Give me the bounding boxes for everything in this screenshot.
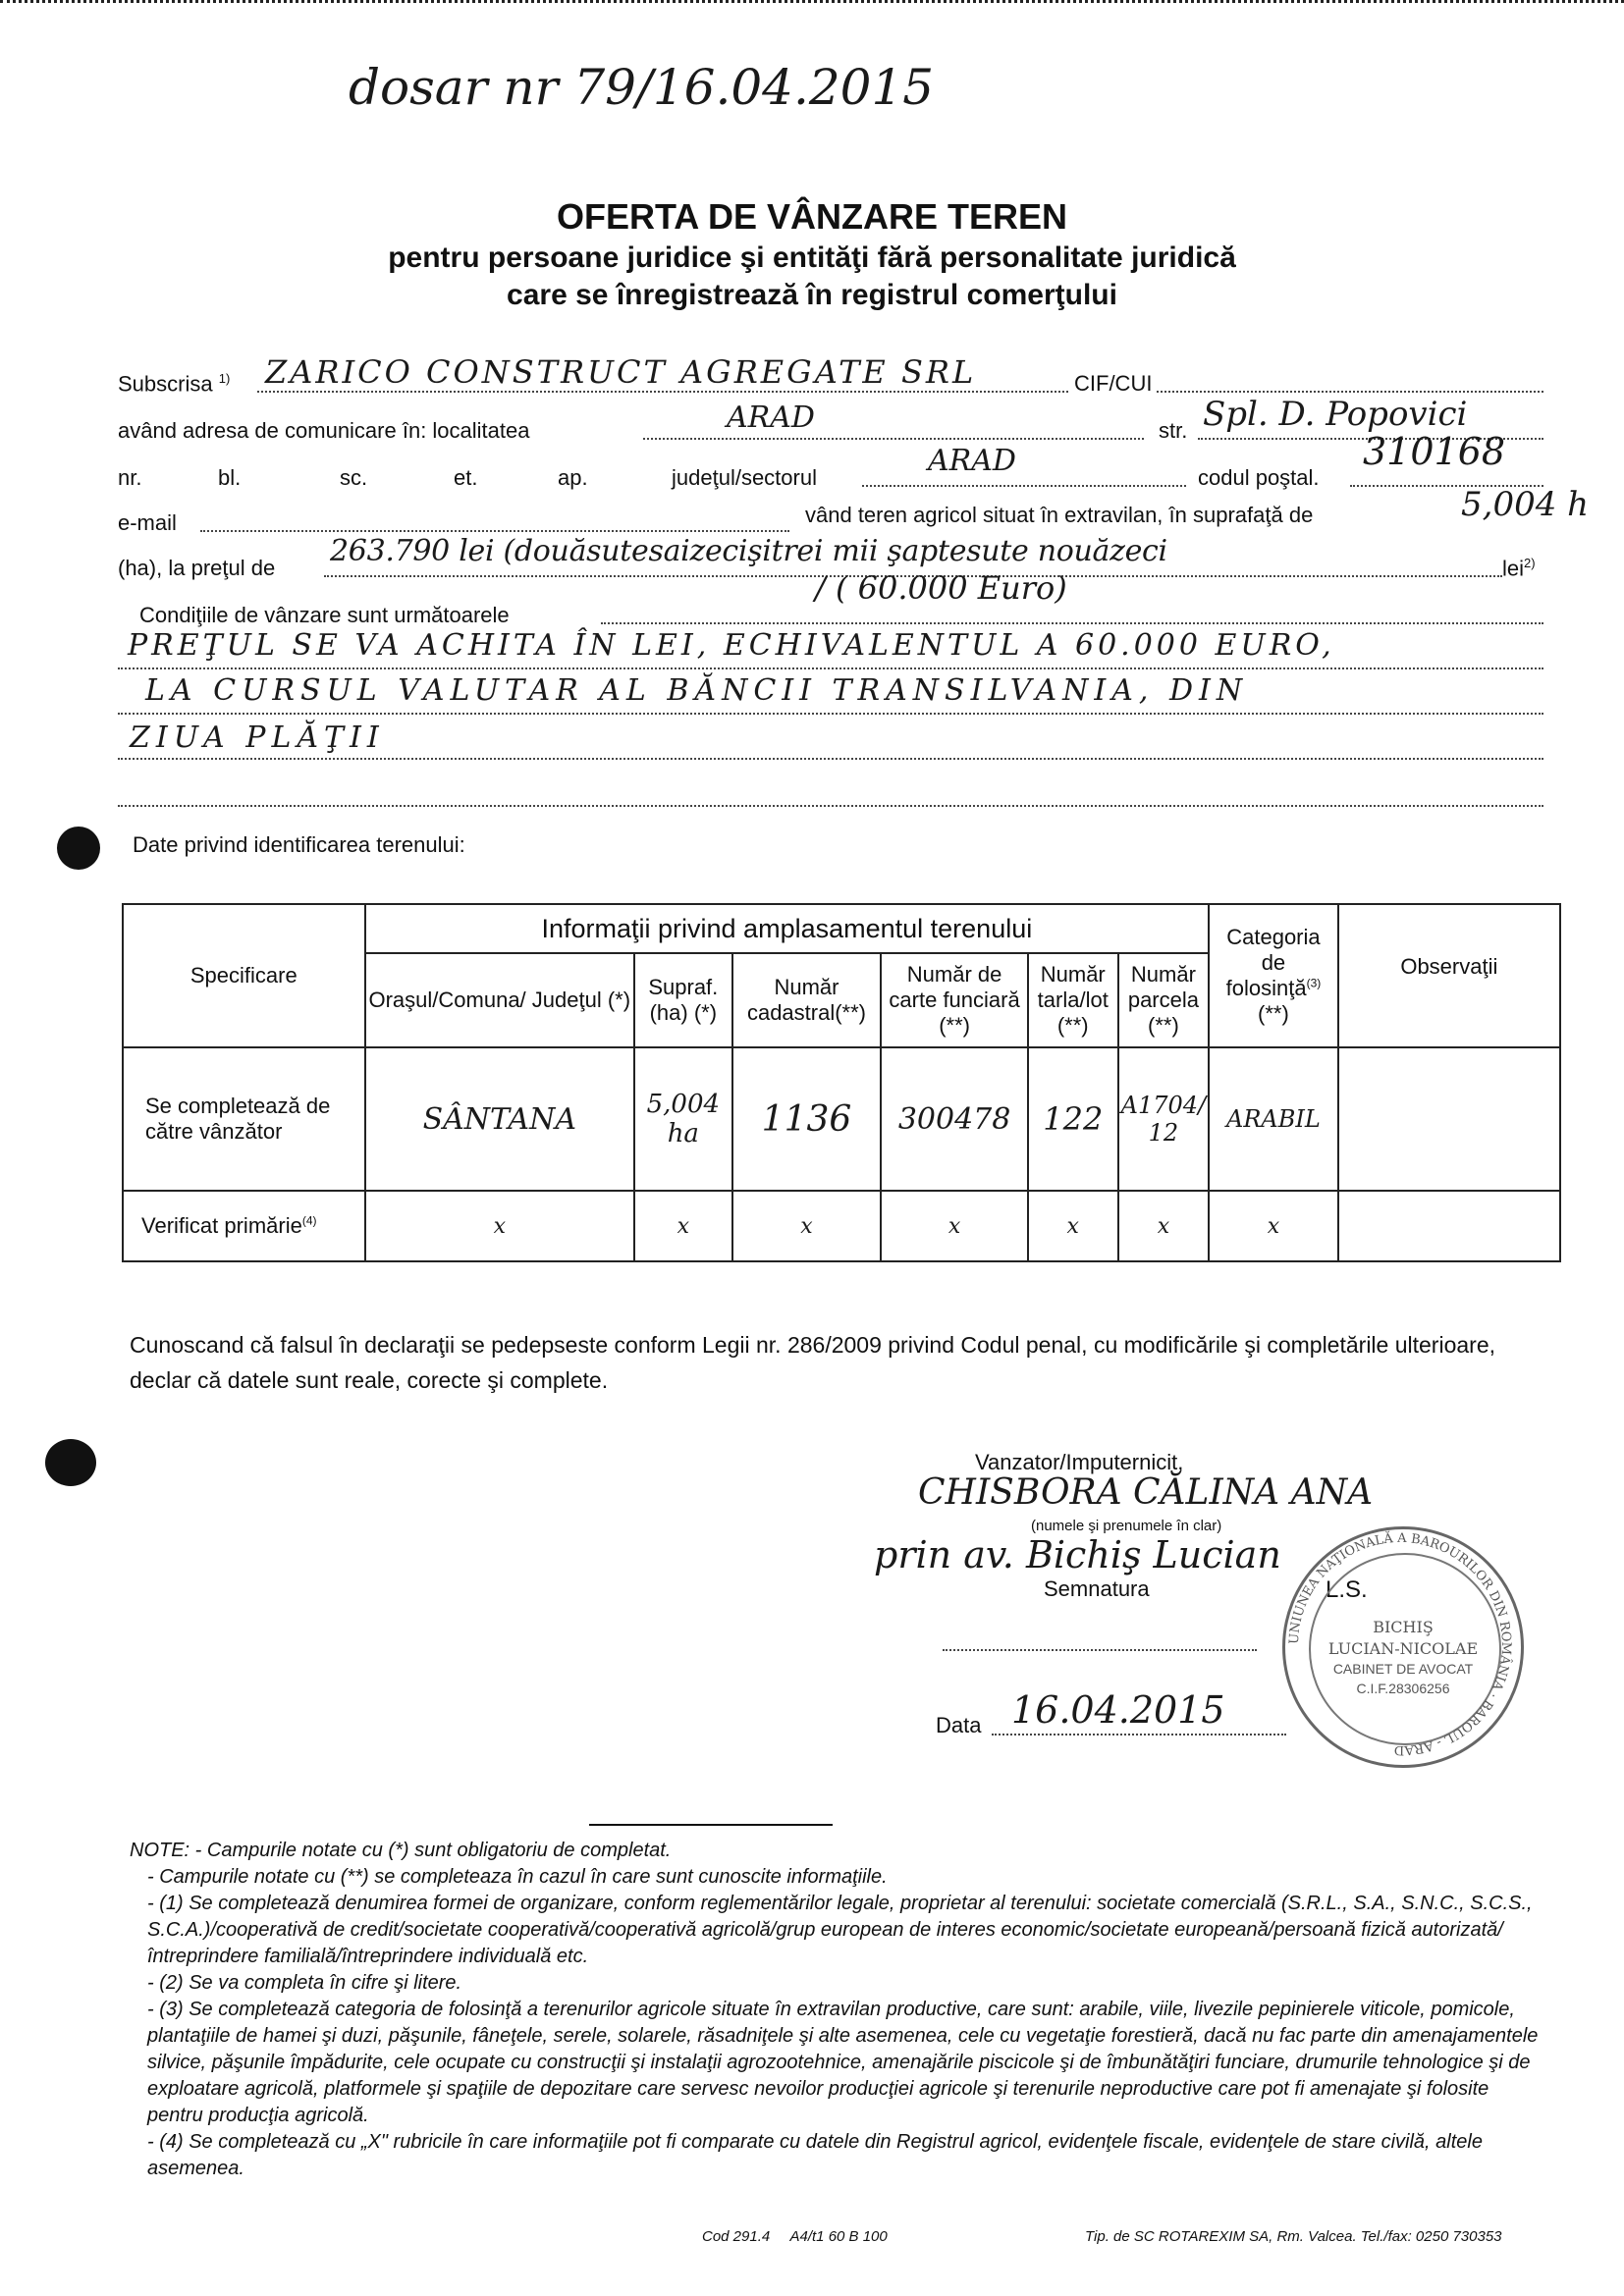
conditii-dots-2 <box>118 713 1543 715</box>
header-observatii: Observaţii <box>1338 904 1560 1047</box>
row1-label: Se completează de către vânzător <box>123 1047 365 1191</box>
note-1: - Campurile notate cu (**) se completeaza în cazul în care sunt cunoscite informaţiile. <box>147 1866 888 1888</box>
footer-code: Cod 291.4 A4/t1 60 B 100 <box>702 2228 888 2245</box>
handwritten-dossier-number: dosar nr 79/16.04.2015 <box>349 59 935 116</box>
notes-separator <box>589 1824 833 1826</box>
lei-label: lei$^{2)}$ <box>1502 556 1536 581</box>
sc-label: sc. <box>340 465 368 490</box>
conditii-line-1: PREŢUL SE VA ACHITA ÎN LEI, ECHIVALENTUL A 60.000 EURO, <box>128 628 1335 663</box>
sub-supraf: Supraf. (ha) (*) <box>634 953 732 1047</box>
stamp-line3: CABINET DE AVOCAT <box>1332 1661 1474 1677</box>
ha-label: (ha), la preţul de <box>118 556 276 580</box>
lawyer-stamp <box>1282 1526 1524 1768</box>
row2-carte-mark: x <box>881 1191 1028 1261</box>
suprafata-value: 5,004 h <box>1461 485 1590 524</box>
row2-oras-mark: x <box>365 1191 634 1261</box>
conditii-dots-0 <box>601 622 1543 624</box>
note-5: - (4) Se completează cu „X" rubricile în care informaţiile pot fi comparate cu datele din Registrul agricol, evidenţele fiscale, evidenţele de stare civilă, altele asemenea. <box>147 2131 1483 2179</box>
section-label: Date privind identificarea terenului: <box>133 832 465 857</box>
date-dots <box>992 1734 1286 1735</box>
row1-oras: SÂNTANA <box>365 1047 634 1191</box>
date-label: Data <box>936 1713 982 1737</box>
conditii-line-2: LA CURSUL VALUTAR AL BĂNCII TRANSILVANIA, DIN <box>145 673 1249 708</box>
subscrisa-value: ZARICO CONSTRUCT AGREGATE SRL <box>265 353 977 391</box>
signature-name: CHISBORA CĂLINA ANA <box>918 1472 1374 1513</box>
row1-cadastral: 1136 <box>732 1047 882 1191</box>
signature-role: Vanzator/Imputernicit, <box>975 1450 1184 1474</box>
footer-printer: Tip. de SC ROTAREXIM SA, Rm. Valcea. Tel./fax: 0250 730353 <box>1085 2228 1502 2245</box>
header-categoria: Categoria de folosinţă$^{(3)}$ (**) <box>1209 904 1338 1047</box>
et-label: et. <box>454 465 478 490</box>
conditii-label: Condiţiile de vânzare sunt următoarele <box>139 603 510 627</box>
sub-carte: Număr de carte funciară (**) <box>881 953 1028 1047</box>
str-value: Spl. D. Popovici <box>1203 395 1468 434</box>
row2-label: Verificat primărie$^{(4)}$ <box>123 1191 365 1261</box>
row2-observatii <box>1338 1191 1560 1261</box>
cod-value: 310168 <box>1363 430 1506 473</box>
date-value: 16.04.2015 <box>1011 1688 1225 1732</box>
row1-observatii <box>1338 1047 1560 1191</box>
judet-dots <box>862 485 1186 487</box>
pret-value-2: / ( 60.000 Euro) <box>815 569 1067 607</box>
land-info-table <box>122 903 1561 1262</box>
row2-parcela-mark: x <box>1118 1191 1210 1261</box>
ls-label: L.S. <box>1326 1576 1368 1603</box>
stamp-line2: LUCIAN-NICOLAE <box>1327 1639 1479 1658</box>
subtitle-1: pentru persoane juridice şi entităţi fără personalitate juridică <box>388 241 1236 274</box>
row2-supraf-mark: x <box>634 1191 732 1261</box>
str-label: str. <box>1159 418 1188 443</box>
pret-value: 263.790 lei (douăsutesaizecişitrei mii şaptesute nouăzeci <box>330 534 1167 568</box>
bl-label: bl. <box>218 465 242 490</box>
note-3: - (2) Se va completa în cifre şi litere. <box>147 1972 462 1994</box>
cod-label: codul poştal. <box>1198 465 1320 490</box>
header-informatii: Informaţii privind amplasamentul terenului <box>365 904 1210 953</box>
row1-categoria: ARABIL <box>1209 1047 1338 1191</box>
stamp-line1: BICHIŞ <box>1373 1618 1434 1636</box>
notes-block <box>130 1838 1543 2182</box>
bullet-mark-2 <box>45 1439 96 1486</box>
sub-tarla: Număr tarla/lot (**) <box>1028 953 1118 1047</box>
row2-tarla-mark: x <box>1028 1191 1118 1261</box>
header-specificare: Specificare <box>123 904 365 1047</box>
signature-name-caption: (numele şi prenumele în clar) <box>1031 1518 1222 1534</box>
conditii-dots-1 <box>118 667 1543 669</box>
subtitle-2: care se înregistrează în registrul comerţului <box>507 279 1117 311</box>
conditii-dots-3 <box>118 758 1543 760</box>
vand-label: vând teren agricol situat în extravilan, în suprafaţă de <box>805 503 1314 527</box>
judet-value: ARAD <box>928 444 1016 478</box>
sub-oras: Oraşul/Comuna/ Judeţul (*) <box>365 953 634 1047</box>
conditii-line-3: ZIUA PLĂŢII <box>130 721 385 755</box>
top-edge-dots <box>0 0 1624 3</box>
declaration-text: Cunoscand că falsul în declaraţii se pedepseste conform Legii nr. 286/2009 privind Codul penal, cu modificările şi completările ulterioare, declar că datele sunt reale, corecte şi complete. <box>130 1332 1495 1393</box>
signature-by: prin av. Bichiş Lucian <box>874 1533 1281 1576</box>
judet-label: judeţul/sectorul <box>672 465 817 490</box>
row1-parcela: A1704/ 12 <box>1118 1047 1210 1191</box>
subscrisa-dots <box>257 391 1543 393</box>
page-title: OFERTA DE VÂNZARE TEREN <box>556 196 1067 237</box>
row2-cadastral-mark: x <box>732 1191 882 1261</box>
note-4: - (3) Se completează categoria de folosinţă a terenurilor agricole situate în extravilan productive, care sunt: arabile, viile, livezile pepinierele viticole, pomicole, plantaţiile de hamei şi duzi, păşunile, fâneţele, serele, solarele, răsadniţele şi alte asemenea, cele cu vegetaţie forestieră, dacă nu fac parte din amenajamentele silvice, păşunile împădurite, cele ocupate cu construcţii şi instalaţii agrozootehnice, amenajările piscicole şi de îmbunătăţiri funciare, drumurile tehnologice şi de exploatare agricolă, platformele şi spaţiile de depozitare care servesc nevoilor producţiei agricole şi terenurile neproductive care pot fi amenajate şi folosite pentru producţia agricolă. <box>147 1999 1539 2126</box>
adresa-label: având adresa de comunicare în: localitatea <box>118 418 530 443</box>
signature-dots <box>943 1649 1257 1651</box>
localitatea-dots <box>643 438 1144 440</box>
signature-label: Semnatura <box>1044 1576 1150 1601</box>
sub-parcela: Număr parcela (**) <box>1118 953 1210 1047</box>
svg-text:UNIUNEA NAŢIONALĂ A BAROURILOR: UNIUNEA NAŢIONALĂ A BAROURILOR DIN ROMÂNIA · BAROUL - ARAD <box>1286 1530 1514 1758</box>
subscrisa-label: Subscrisa $^{1)}$ <box>118 371 231 397</box>
stamp-line4: C.I.F.28306256 <box>1356 1681 1450 1696</box>
row1-supraf: 5,004 ha <box>634 1047 732 1191</box>
cif-label: CIF/CUI <box>1070 371 1156 397</box>
note-0: NOTE: - Campurile notate cu (*) sunt obligatoriu de completat. <box>130 1840 672 1861</box>
row2-categoria-mark: x <box>1209 1191 1338 1261</box>
note-2: - (1) Se completează denumirea formei de organizare, conform reglementărilor legale, proprietar al terenului: societate comercială (S.R.L., S.A., S.N.C., S.C.S., S.C.A.)/cooperativă de credit/societate cooperativă/cooperativă agricolă/grup european de interes economic/societate europeană/persoană fizică autorizată/întreprindere familială/întreprindere individuală etc. <box>147 1893 1533 1967</box>
row1-carte: 300478 <box>881 1047 1028 1191</box>
sub-cadastral: Număr cadastral(**) <box>732 953 882 1047</box>
row1-tarla: 122 <box>1028 1047 1118 1191</box>
email-dots <box>200 530 789 532</box>
email-label: e-mail <box>118 510 177 535</box>
ap-label: ap. <box>558 465 588 490</box>
bullet-mark <box>57 827 100 870</box>
localitatea-value: ARAD <box>727 400 815 435</box>
nr-label: nr. <box>118 465 142 490</box>
conditii-dots-4 <box>118 805 1543 807</box>
